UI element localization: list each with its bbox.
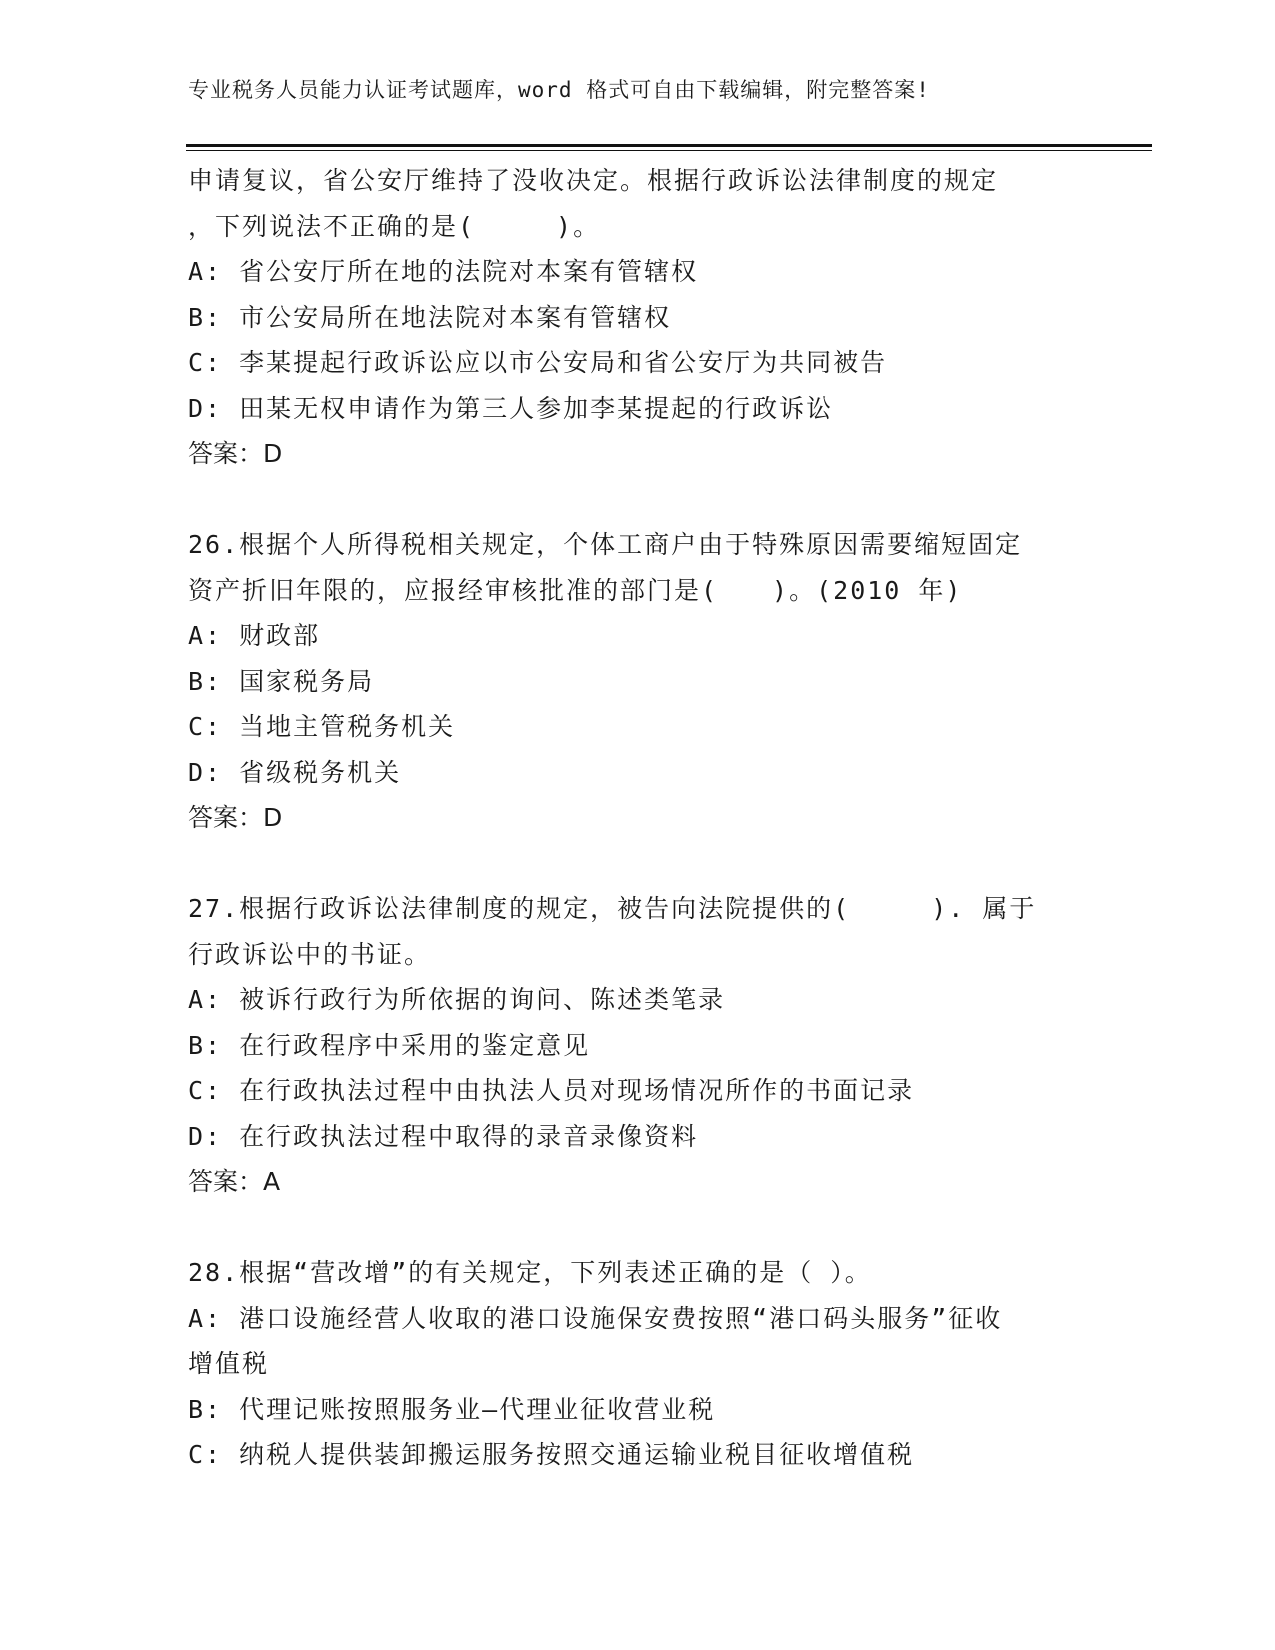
page-header: 专业税务人员能力认证考试题库，word 格式可自由下载编辑，附完整答案! [188, 78, 930, 102]
option-b: B: 市公安局所在地法院对本案有管辖权 [188, 302, 672, 332]
option-a: A: 被诉行政行为所依据的询问、陈述类笔录 [188, 985, 726, 1014]
option-b: B: 代理记账按照服务业—代理业征收营业税 [188, 1394, 716, 1424]
option-d: D: 省级税务机关 [188, 757, 402, 787]
question-block [188, 158, 1128, 477]
option-c: C: 纳税人提供装卸搬运服务按照交通运输业税目征收增值税 [188, 1440, 915, 1469]
option-c: C: 李某提起行政诉讼应以市公安局和省公安厅为共同被告 [188, 348, 888, 377]
option-c: C: 当地主管税务机关 [188, 712, 456, 741]
answer-text: 答案：D [188, 439, 283, 468]
spacer [188, 841, 1128, 887]
header-rule-thick [186, 144, 1152, 147]
option-b: B: 国家税务局 [188, 666, 375, 696]
answer-text: 答案：A [188, 1167, 281, 1196]
question-text: 申请复议，省公安厅维持了没收决定。根据行政诉讼法律制度的规定 [188, 166, 999, 195]
question-text: 26.根据个人所得税相关规定，个体工商户由于特殊原因需要缩短固定 [188, 530, 1023, 559]
question-text: 行政诉讼中的书证。 [188, 939, 432, 969]
question-text: 28.根据“营改增”的有关规定，下列表述正确的是（ ）。 [188, 1258, 872, 1287]
question-block [188, 522, 1128, 841]
question-block [188, 1250, 1128, 1478]
spacer [188, 477, 1128, 523]
answer-text: 答案：D [188, 803, 283, 832]
option-b: B: 在行政程序中采用的鉴定意见 [188, 1030, 591, 1060]
question-list [188, 158, 1128, 1478]
option-d: D: 在行政执法过程中取得的录音录像资料 [188, 1121, 699, 1151]
option-a-continued: 增值税 [188, 1349, 270, 1378]
option-d: D: 田某无权申请作为第三人参加李某提起的行政诉讼 [188, 393, 834, 423]
question-text: ，下列说法不正确的是( )。 [188, 211, 601, 241]
option-a: A: 财政部 [188, 621, 321, 650]
option-c: C: 在行政执法过程中由执法人员对现场情况所作的书面记录 [188, 1076, 915, 1105]
option-a: A: 省公安厅所在地的法院对本案有管辖权 [188, 257, 699, 286]
option-a: A: 港口设施经营人收取的港口设施保安费按照“港口码头服务”征收 [188, 1303, 1003, 1333]
spacer [188, 1205, 1128, 1251]
question-text: 27.根据行政诉讼法律制度的规定，被告向法院提供的( ). 属于 [188, 894, 1037, 923]
question-text: 资产折旧年限的，应报经审核批准的部门是( )。(2010 年) [188, 575, 963, 605]
header-rule-thin [186, 150, 1152, 151]
question-block [188, 886, 1128, 1205]
